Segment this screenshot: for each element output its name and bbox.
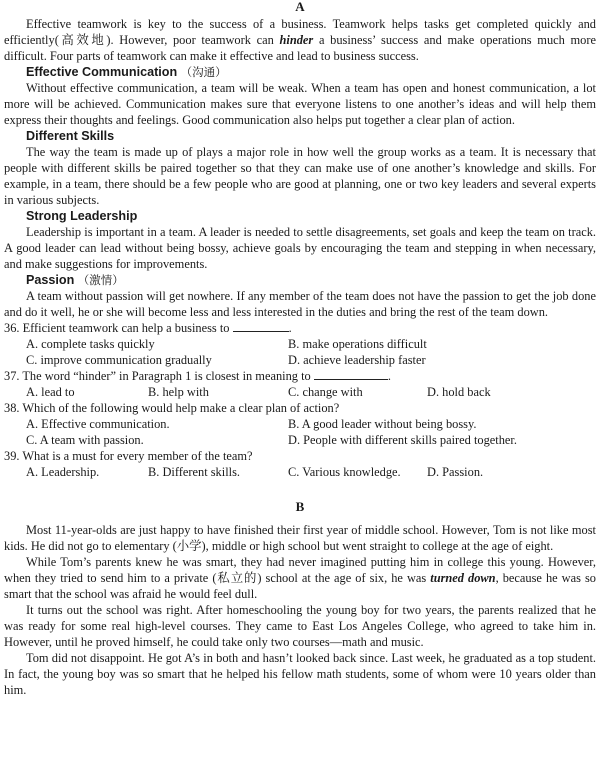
- option-36-a[interactable]: A. complete tasks quickly: [26, 337, 155, 351]
- option-37-c[interactable]: C. change with: [288, 385, 363, 399]
- option-36-c[interactable]: C. improve communication gradually: [26, 353, 212, 367]
- option-38-c[interactable]: C. A team with passion.: [26, 433, 144, 447]
- option-37-b[interactable]: B. help with: [148, 385, 209, 399]
- passage-b-paragraph-1: Most 11-year-olds are just happy to have finished their first year of middle school. However, Tom is not like most kids. He did not go to elementary (小学), middle or high school but went straight to college at the age of eight.: [4, 523, 596, 553]
- passage-a-paragraph-3: The way the team is made up of plays a major role in how well the group works as a team. It is necessary that people with different skills be paired together so that they can make use of one another’s knowledge and skills. For example, in a team, there should be a few people who are good at planning, one or two key leaders and several experts in various subjects.: [4, 145, 596, 207]
- option-37-a[interactable]: A. lead to: [26, 385, 75, 399]
- heading-passion: Passion （激情）: [26, 273, 124, 287]
- option-39-c[interactable]: C. Various knowledge.: [288, 465, 401, 479]
- passage-a-title: A: [295, 0, 305, 14]
- heading-different-skills: Different Skills: [26, 129, 115, 143]
- question-39-options: [4, 464, 596, 480]
- heading-strong-leadership: Strong Leadership: [26, 209, 138, 223]
- answer-blank: [233, 321, 289, 332]
- option-39-a[interactable]: A. Leadership.: [26, 465, 100, 479]
- passage-b-paragraph-2: While Tom’s parents knew he was smart, they had never imagined putting him in college this young. However, when they tried to send him to a private (私立的) school at the age of six, he was turned down, because he was so smart that the school was afraid he would feel dull.: [4, 555, 596, 601]
- option-36-b[interactable]: B. make operations difficult: [288, 337, 427, 351]
- passage-b-paragraph-3: It turns out the school was right. After homeschooling the young boy for two years, the parents realized that he was ready for some real high-level courses. They came to East Los Angeles College, who agreed to take him in. However, until he proved himself, he could take only two courses—math and music.: [4, 603, 596, 649]
- option-36-d[interactable]: D. achieve leadership faster: [288, 353, 426, 367]
- question-36: 36. Efficient teamwork can help a business to .: [4, 321, 292, 335]
- option-37-d[interactable]: D. hold back: [427, 385, 491, 399]
- option-39-b[interactable]: B. Different skills.: [148, 465, 241, 479]
- passage-a-paragraph-2: Without effective communication, a team will be weak. When a team has open and honest communication, a lot more will be achieved. Communication makes sure that everyone listens to one another’s ideas and will help them express their thoughts and feelings. Good communication also helps put together a clear plan of action.: [4, 81, 596, 127]
- question-37: 37. The word “hinder” in Paragraph 1 is closest in meaning to .: [4, 369, 391, 383]
- heading-effective-communication: Effective Communication （沟通）: [26, 65, 227, 79]
- question-38-options-row-1: [4, 416, 596, 432]
- passage-a-paragraph-1: Effective teamwork is key to the success of a business. Teamwork helps tasks get completed quickly and efficiently(高效地). However, poor teamwork can hinder a business’ success and make operations much more difficult. Four parts of teamwork can make it effective and lead to business success.: [4, 17, 596, 63]
- passage-a-paragraph-5: A team without passion will get nowhere. If any member of the team does not have the passion to get the job done and do it well, he or she will become less and less interested in the duties and bring the rest of the team down.: [4, 289, 596, 319]
- option-38-a[interactable]: A. Effective communication.: [26, 417, 170, 431]
- question-38: 38. Which of the following would help make a clear plan of action?: [4, 401, 340, 415]
- option-38-d[interactable]: D. People with different skills paired together.: [288, 433, 517, 447]
- passage-b-paragraph-4: Tom did not disappoint. He got A’s in both and hasn’t looked back since. Last week, he graduated as a top student. In fact, the young boy was so smart that he helped his fellow math students, some of whom were 10 years older than him.: [4, 651, 596, 697]
- keyword-hinder: hinder: [279, 33, 314, 47]
- spacer: [4, 480, 596, 500]
- question-37-options: [4, 384, 596, 400]
- answer-blank: [314, 369, 388, 380]
- question-36-options-row-1: [4, 336, 596, 352]
- passage-a-paragraph-4: Leadership is important in a team. A leader is needed to settle disagreements, set goals and keep the team on track. A good leader can lead without being bossy, achieve goals by encouraging the team and stepping in when necessary, and make suggestions for improvements.: [4, 225, 596, 271]
- keyword-turned-down: turned down: [430, 571, 496, 585]
- question-39: 39. What is a must for every member of the team?: [4, 449, 253, 463]
- option-38-b[interactable]: B. A good leader without being bossy.: [288, 417, 477, 431]
- passage-b-title: B: [295, 499, 305, 514]
- question-36-options-row-2: [4, 352, 596, 368]
- question-38-options-row-2: [4, 432, 596, 448]
- option-39-d[interactable]: D. Passion.: [427, 465, 484, 479]
